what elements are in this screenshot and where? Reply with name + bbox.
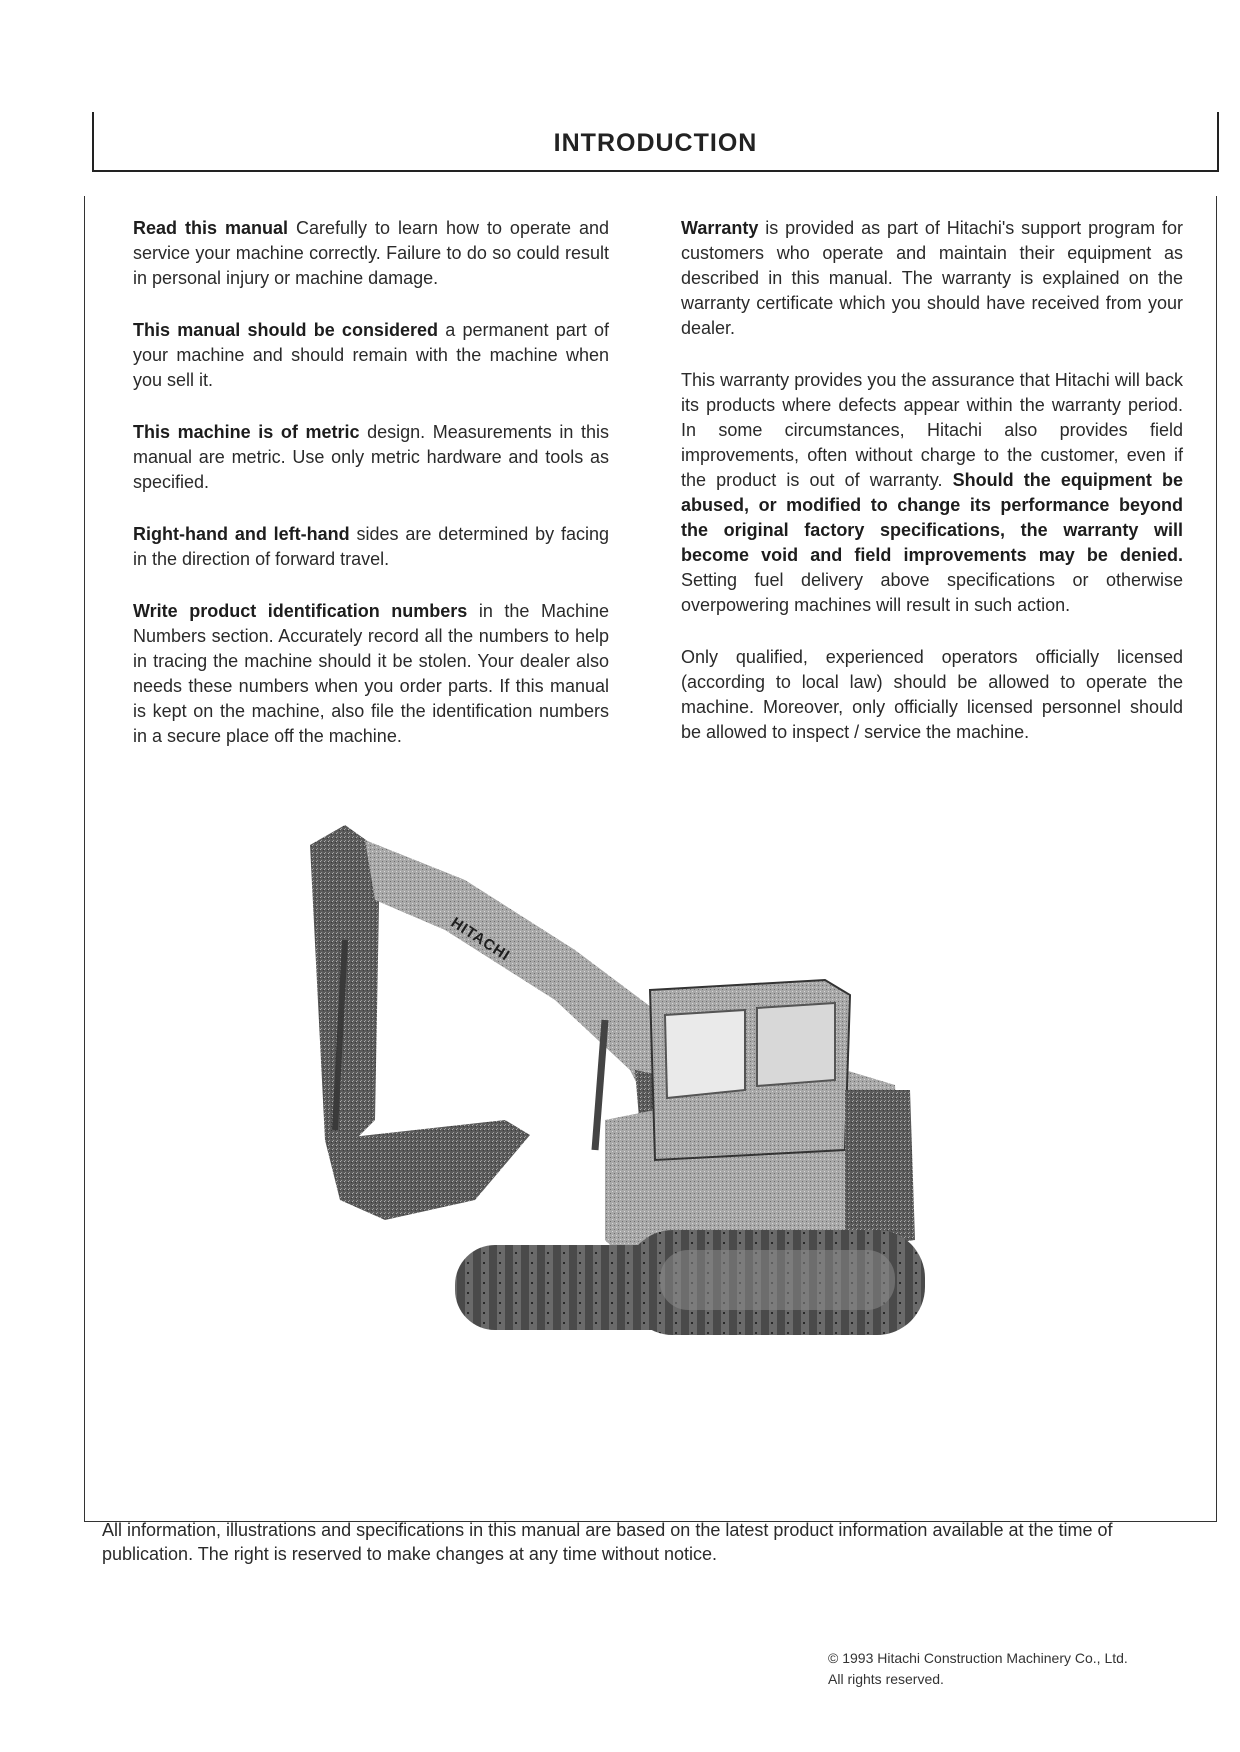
- paragraph-sides: [133, 522, 609, 572]
- rights-reserved: All rights reserved.: [828, 1671, 944, 1687]
- excavator-icon: [305, 820, 975, 1360]
- warranty-void-warning: Should the equipment be abused, or modified to change its performance beyond the original factory specifications, the warranty will become void and field improvements may be denied.: [681, 470, 1183, 565]
- header-box: [92, 112, 1219, 172]
- text-warranty-assurance: This warranty provides you the assurance that Hitachi will back its products where defects appear within the warranty period. In some circumstances, Hitachi also provides field improvements, often without charge to the customer, even if the product is out of warranty.: [681, 370, 1183, 490]
- paragraph-warranty: [681, 216, 1183, 341]
- right-column: [681, 216, 1183, 772]
- lead-sides: Right-hand and left-hand: [133, 524, 350, 544]
- counterweight: [845, 1090, 915, 1250]
- text-fuel-delivery: Setting fuel delivery above specifications or otherwise overpowering machines will result in such action.: [681, 570, 1183, 615]
- lead-read-manual: Read this manual: [133, 218, 288, 238]
- paragraph-warranty-assurance: [681, 368, 1183, 618]
- paragraph-metric-design: [133, 420, 609, 495]
- text-permanent-part: a permanent part of your machine and should remain with the machine when you sell it.: [133, 320, 609, 390]
- paragraph-read-manual: [133, 216, 609, 291]
- boom-logo: HITACHI: [447, 914, 514, 965]
- left-column: [133, 216, 609, 776]
- paragraph-identification-numbers: [133, 599, 609, 749]
- text-read-manual: Carefully to learn how to operate and service your machine correctly. Failure to do so could result in personal injury or machine damage.: [133, 218, 609, 288]
- paragraph-qualified-operators: [681, 645, 1183, 745]
- paragraph-permanent-part: [133, 318, 609, 393]
- excavator-illustration: [305, 820, 975, 1360]
- text-warranty: is provided as part of Hitachi's support program for customers who operate and maintain their equipment as described in this manual. The warranty is explained on the warranty certificate which you should have received from your dealer.: [681, 218, 1183, 338]
- copyright-line: © 1993 Hitachi Construction Machinery Co., Ltd.: [828, 1650, 1128, 1666]
- lead-metric-design: This machine is of metric: [133, 422, 360, 442]
- footer-note: All information, illustrations and specifications in this manual are based on the latest product information available at the time of publication. The right is reserved to make changes at any time without notice.: [102, 1520, 1113, 1564]
- lead-identification-numbers: Write product identification numbers: [133, 601, 468, 621]
- text-identification-numbers: in the Machine Numbers section. Accurately record all the numbers to help in tracing the machine should it be stolen. Your dealer also needs these numbers when you order parts. If this manual is kept on the machine, also file the identification numbers in a secure place off the machine.: [133, 601, 610, 746]
- text-sides: sides are determined by facing in the direction of forward travel.: [133, 524, 610, 569]
- text-qualified-operators: Only qualified, experienced operators officially licensed (according to local law) should be allowed to operate the machine. Moreover, only officially licensed personnel should be allowed to inspect / service the machine.: [681, 647, 1183, 742]
- text-metric-design: design. Measurements in this manual are metric. Use only metric hardware and tools as specified.: [133, 422, 609, 492]
- page-title: INTRODUCTION: [553, 129, 758, 157]
- lead-permanent-part: This manual should be considered: [133, 320, 438, 340]
- lead-warranty: Warranty: [681, 218, 759, 238]
- copyright-block: [828, 1648, 1198, 1690]
